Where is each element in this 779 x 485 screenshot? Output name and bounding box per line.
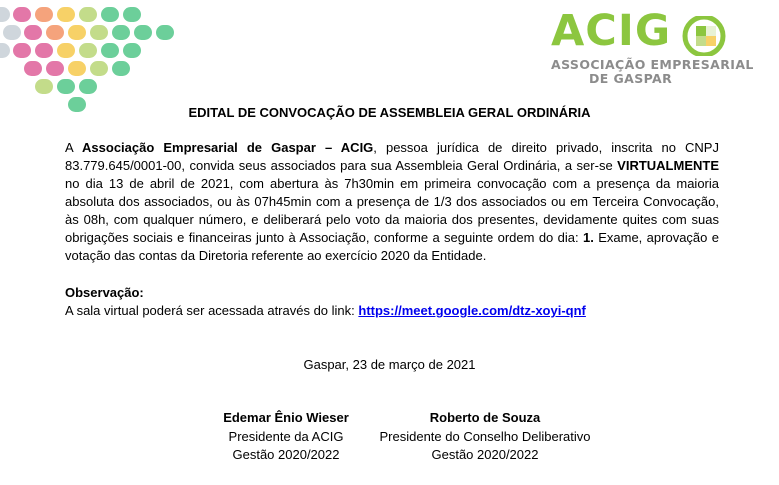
decorative-dot [101, 43, 119, 58]
decorative-dot [3, 25, 21, 40]
signatory-term: Gestão 2020/2022 [431, 447, 539, 462]
decorative-dot [46, 61, 64, 76]
paragraph-text: no dia 13 de abril de 2021, com abertura às 7h30min em primeira convocação com a presença da maioria absoluta dos associados, ou às 07h45min com a presença de 1/3 dos associados ou em Terceira Convocação, às 08h, com qualquer número, e deliberará pelo voto da maioria dos presentes, devidamente quites com suas obrigações sociais e financeiras junto à Associação, conforme a seguinte ordem do dia: [65, 176, 719, 245]
agenda-item-number: 1. [583, 230, 594, 245]
decorative-dot [68, 61, 86, 76]
decorative-dot [57, 43, 75, 58]
decorative-dot [46, 25, 64, 40]
document-title: EDITAL DE CONVOCAÇÃO DE ASSEMBLEIA GERAL ORDINÁRIA [188, 105, 591, 120]
logo-emblem-icon [682, 16, 728, 56]
decorative-dot [24, 25, 42, 40]
convocation-paragraph [65, 139, 719, 265]
decorative-dot [13, 43, 31, 58]
decorative-dot [68, 25, 86, 40]
decorative-dot [123, 7, 141, 22]
decorative-dot [79, 79, 97, 94]
decorative-dot [0, 43, 10, 58]
decorative-dot [13, 7, 31, 22]
decorative-dot [90, 61, 108, 76]
signatory-name: Edemar Ênio Wieser [223, 410, 349, 425]
decorative-dot [101, 7, 119, 22]
observation-text: A sala virtual poderá ser acessada através do link: [65, 303, 359, 318]
logo-wordmark: ACIG [551, 6, 672, 56]
decorative-dot [79, 43, 97, 58]
paragraph-text: Exame, aprovação e votação das contas da Diretoria referente ao exercício 2020 da Entidade. [65, 230, 719, 263]
decorative-dot [24, 61, 42, 76]
decorative-dot [35, 7, 53, 22]
observation-label: Observação: [65, 285, 144, 300]
decorative-dot [35, 79, 53, 94]
acig-logo [551, 6, 754, 86]
signature-block [365, 409, 605, 465]
organization-name: Associação Empresarial de Gaspar – ACIG [82, 140, 374, 155]
meeting-mode: VIRTUALMENTE [617, 158, 719, 173]
decorative-dot [112, 25, 130, 40]
decorative-dot [156, 25, 174, 40]
signatory-role: Presidente da ACIG [228, 428, 344, 444]
meeting-link[interactable]: https://meet.google.com/dtz-xoyi-qnf [358, 303, 586, 318]
signatory-role: Presidente do Conselho Deliberativo [379, 428, 591, 444]
decorative-dot [112, 61, 130, 76]
decorative-dot [134, 25, 152, 40]
decorative-dot [57, 79, 75, 94]
signatory-name: Roberto de Souza [429, 410, 541, 425]
decorative-dot [90, 25, 108, 40]
place-date: Gaspar, 23 de março de 2021 [303, 357, 476, 372]
logo-subtitle-line1: ASSOCIAÇÃO EMPRESARIAL [551, 57, 754, 72]
signature-block [196, 409, 376, 465]
logo-subtitle-line2: DE GASPAR [589, 71, 673, 86]
paragraph-text: , pessoa jurídica de direito privado, inscrita no CNPJ 83.779.645/0001-00, convida seus associados para sua Assembleia Geral Ordinária, a ser-se [65, 140, 719, 173]
paragraph-text: A [65, 140, 83, 155]
observation-line [65, 303, 586, 318]
decorative-dot [79, 7, 97, 22]
decorative-dot [35, 43, 53, 58]
decorative-dot [0, 7, 10, 22]
signatory-term: Gestão 2020/2022 [232, 447, 340, 462]
decorative-dot-pattern [0, 0, 180, 120]
decorative-dot [57, 7, 75, 22]
decorative-dot [123, 43, 141, 58]
